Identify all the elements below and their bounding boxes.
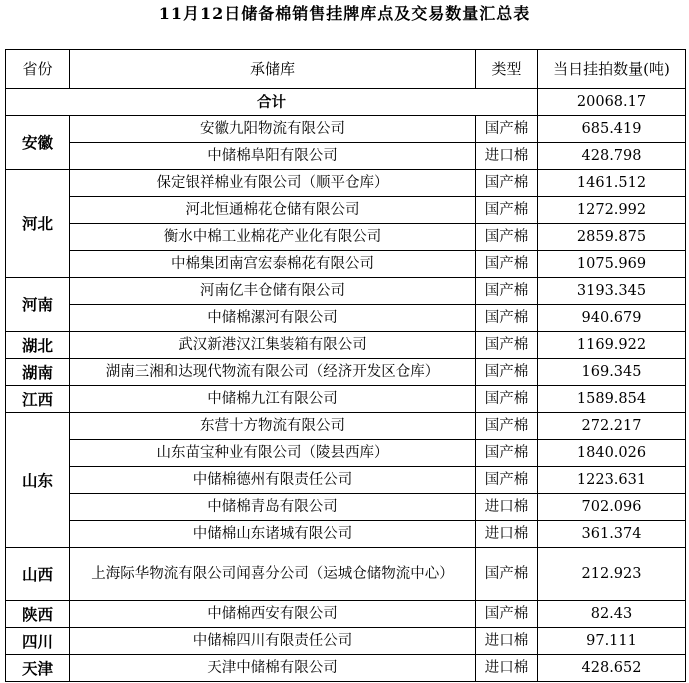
- quantity-cell: 428.798: [538, 143, 686, 170]
- quantity-cell: 1589.854: [538, 386, 686, 413]
- table-row: [6, 359, 686, 386]
- province-cell: 天津: [6, 655, 70, 682]
- warehouse-cell: 上海际华物流有限公司闻喜分公司（运城仓储物流中心）: [70, 548, 476, 601]
- type-cell: 进口棉: [476, 655, 538, 682]
- table-title: 11月12日储备棉销售挂牌库点及交易数量汇总表: [158, 4, 531, 23]
- total-value: 20068.17: [538, 89, 686, 116]
- table-row: [6, 170, 686, 197]
- quantity-cell: 212.923: [538, 548, 686, 601]
- type-cell: 国产棉: [476, 170, 538, 197]
- table-row: [6, 197, 686, 224]
- quantity-cell: 3193.345: [538, 278, 686, 305]
- warehouse-cell: 河北恒通棉花仓储有限公司: [70, 197, 476, 224]
- warehouse-cell: 湖南三湘和达现代物流有限公司（经济开发区仓库）: [70, 359, 476, 386]
- header-quantity: 当日挂拍数量(吨): [538, 50, 686, 89]
- province-cell: 湖北: [6, 332, 70, 359]
- warehouse-cell: 中储棉德州有限责任公司: [70, 467, 476, 494]
- warehouse-cell: 中储棉西安有限公司: [70, 601, 476, 628]
- warehouse-cell: 安徽九阳物流有限公司: [70, 116, 476, 143]
- table-row: [6, 628, 686, 655]
- header-row: [6, 50, 686, 89]
- quantity-cell: 169.345: [538, 359, 686, 386]
- type-cell: 进口棉: [476, 521, 538, 548]
- type-cell: 国产棉: [476, 413, 538, 440]
- province-cell: 湖南: [6, 359, 70, 386]
- type-cell: 国产棉: [476, 467, 538, 494]
- quantity-cell: 2859.875: [538, 224, 686, 251]
- table-row: [6, 494, 686, 521]
- table-row: [6, 601, 686, 628]
- warehouse-cell: 武汉新港汉江集装箱有限公司: [70, 332, 476, 359]
- warehouse-cell: 中储棉山东诸城有限公司: [70, 521, 476, 548]
- table-row: [6, 305, 686, 332]
- warehouse-cell: 河南亿丰仓储有限公司: [70, 278, 476, 305]
- table-row: [6, 278, 686, 305]
- warehouse-cell: 天津中储棉有限公司: [70, 655, 476, 682]
- quantity-cell: 82.43: [538, 601, 686, 628]
- table-row: [6, 548, 686, 601]
- type-cell: 进口棉: [476, 143, 538, 170]
- table-row: [6, 467, 686, 494]
- warehouse-cell: 山东苗宝种业有限公司（陵县西库）: [70, 440, 476, 467]
- type-cell: 国产棉: [476, 278, 538, 305]
- type-cell: 国产棉: [476, 440, 538, 467]
- table-row: [6, 386, 686, 413]
- quantity-cell: 97.111: [538, 628, 686, 655]
- province-cell: 安徽: [6, 116, 70, 170]
- header-warehouse: 承储库: [70, 50, 476, 89]
- quantity-cell: 1272.992: [538, 197, 686, 224]
- warehouse-cell: 中储棉九江有限公司: [70, 386, 476, 413]
- quantity-cell: 361.374: [538, 521, 686, 548]
- table-row: [6, 251, 686, 278]
- total-row: [6, 89, 686, 116]
- warehouse-cell: 中储棉四川有限责任公司: [70, 628, 476, 655]
- table-row: [6, 413, 686, 440]
- type-cell: 进口棉: [476, 494, 538, 521]
- quantity-cell: 940.679: [538, 305, 686, 332]
- quantity-cell: 1223.631: [538, 467, 686, 494]
- warehouse-cell: 衡水中棉工业棉花产业化有限公司: [70, 224, 476, 251]
- quantity-cell: 702.096: [538, 494, 686, 521]
- warehouse-table: [5, 49, 686, 682]
- type-cell: 国产棉: [476, 305, 538, 332]
- warehouse-cell: 中储棉青岛有限公司: [70, 494, 476, 521]
- province-cell: 陕西: [6, 601, 70, 628]
- type-cell: 进口棉: [476, 628, 538, 655]
- warehouse-cell: 中储棉阜阳有限公司: [70, 143, 476, 170]
- table-row: [6, 116, 686, 143]
- type-cell: 国产棉: [476, 116, 538, 143]
- type-cell: 国产棉: [476, 386, 538, 413]
- type-cell: 国产棉: [476, 332, 538, 359]
- type-cell: 国产棉: [476, 197, 538, 224]
- type-cell: 国产棉: [476, 251, 538, 278]
- table-row: [6, 224, 686, 251]
- table-row: [6, 143, 686, 170]
- province-cell: 河北: [6, 170, 70, 278]
- quantity-cell: 1075.969: [538, 251, 686, 278]
- quantity-cell: 685.419: [538, 116, 686, 143]
- total-label: 合计: [6, 89, 538, 116]
- type-cell: 国产棉: [476, 548, 538, 601]
- warehouse-cell: 保定银祥棉业有限公司（顺平仓库）: [70, 170, 476, 197]
- quantity-cell: 1840.026: [538, 440, 686, 467]
- quantity-cell: 1461.512: [538, 170, 686, 197]
- warehouse-cell: 东营十方物流有限公司: [70, 413, 476, 440]
- table-row: [6, 440, 686, 467]
- quantity-cell: 1169.922: [538, 332, 686, 359]
- type-cell: 国产棉: [476, 359, 538, 386]
- province-cell: 河南: [6, 278, 70, 332]
- province-cell: 江西: [6, 386, 70, 413]
- table-row: [6, 521, 686, 548]
- type-cell: 国产棉: [476, 224, 538, 251]
- province-cell: 山西: [6, 548, 70, 601]
- province-cell: 山东: [6, 413, 70, 548]
- table-row: [6, 655, 686, 682]
- quantity-cell: 428.652: [538, 655, 686, 682]
- table-row: [6, 332, 686, 359]
- header-type: 类型: [476, 50, 538, 89]
- type-cell: 国产棉: [476, 601, 538, 628]
- header-province: 省份: [6, 50, 70, 89]
- province-cell: 四川: [6, 628, 70, 655]
- warehouse-cell: 中储棉漯河有限公司: [70, 305, 476, 332]
- quantity-cell: 272.217: [538, 413, 686, 440]
- warehouse-cell: 中棉集团南宫宏泰棉花有限公司: [70, 251, 476, 278]
